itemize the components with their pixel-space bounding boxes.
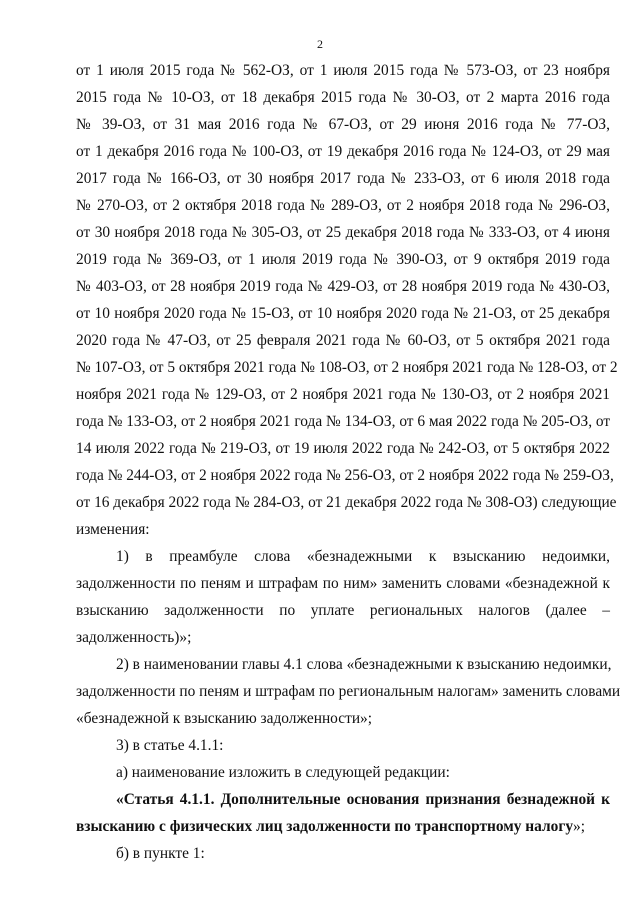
paragraph-line: от 10 ноября 2020 года № 15-ОЗ, от 10 ноября 2020 года № 21-ОЗ, от 25 декабря [76,305,610,322]
paragraph-line: от 30 ноября 2018 года № 305-ОЗ, от 25 декабря 2018 года № 333-ОЗ, от 4 июня [76,224,610,241]
list-item-1-line: задолженности по пеням и штрафам по ним» заменить словами «безнадежной к [76,575,610,592]
list-item-1-line: взысканию задолженности по уплате региональных налогов (далее – [76,602,610,619]
sub-item-a: а) наименование изложить в следующей редакции: [116,764,450,781]
article-title-closing: »; [573,818,585,835]
list-item-1-line: задолженность)»; [76,629,192,646]
list-item-2-line: 2) в наименовании главы 4.1 слова «безнадежными к взысканию недоимки, [116,656,612,673]
article-title-line-2 [76,813,610,840]
article-title-text: взысканию с физических лиц задолженности по транспортному налогу [76,818,574,835]
paragraph-line: 2015 года № 10-ОЗ, от 18 декабря 2015 года № 30-ОЗ, от 2 марта 2016 года [76,89,610,106]
paragraph-line: изменения: [76,521,150,538]
list-item-2-line: «безнадежной к взысканию задолженности»; [76,710,373,727]
article-title-line: «Статья 4.1.1. Дополнительные основания признания безнадежной к [116,791,610,808]
paragraph-line: от 1 декабря 2016 года № 100-ОЗ, от 19 декабря 2016 года № 124-ОЗ, от 29 мая [76,143,610,160]
paragraph-line: ноября 2021 года № 129-ОЗ, от 2 ноября 2021 года № 130-ОЗ, от 2 ноября 2021 [76,386,610,403]
paragraph-line: года № 244-ОЗ, от 2 ноября 2022 года № 256-ОЗ, от 2 ноября 2022 года № 259-ОЗ, [76,467,614,484]
list-item-2-line: задолженности по пеням и штрафам по региональным налогам» заменить словами [76,683,621,700]
paragraph-line: 14 июля 2022 года № 219-ОЗ, от 19 июля 2022 года № 242-ОЗ, от 5 октября 2022 [76,440,610,457]
paragraph-line: № 39-ОЗ, от 31 мая 2016 года № 67-ОЗ, от 29 июня 2016 года № 77-ОЗ, [76,116,610,133]
list-item-3: 3) в статье 4.1.1: [116,737,224,754]
paragraph-line: 2020 года № 47-ОЗ, от 25 февраля 2021 года № 60-ОЗ, от 5 октября 2021 года [76,332,610,349]
page-number: 2 [317,37,323,51]
paragraph-line: от 1 июля 2015 года № 562-ОЗ, от 1 июля 2015 года № 573-ОЗ, от 23 ноября [76,62,610,79]
sub-item-b: б) в пункте 1: [116,845,205,862]
paragraph-line: № 107-ОЗ, от 5 октября 2021 года № 108-ОЗ, от 2 ноября 2021 года № 128-ОЗ, от 2 [76,359,618,376]
paragraph-line: 2019 года № 369-ОЗ, от 1 июля 2019 года № 390-ОЗ, от 9 октября 2019 года [76,251,610,268]
paragraph-line: № 270-ОЗ, от 2 октября 2018 года № 289-ОЗ, от 2 ноября 2018 года № 296-ОЗ, [76,197,610,214]
paragraph-line: от 16 декабря 2022 года № 284-ОЗ, от 21 декабря 2022 года № 308-ОЗ) следующие [76,494,617,511]
paragraph-line: 2017 года № 166-ОЗ, от 30 ноября 2017 года № 233-ОЗ, от 6 июля 2018 года [76,170,610,187]
list-item-1-line: 1) в преамбуле слова «безнадежными к взысканию недоимки, [116,548,610,565]
paragraph-line: № 403-ОЗ, от 28 ноября 2019 года № 429-ОЗ, от 28 ноября 2019 года № 430-ОЗ, [76,278,610,295]
paragraph-line: года № 133-ОЗ, от 2 ноября 2021 года № 134-ОЗ, от 6 мая 2022 года № 205-ОЗ, от [76,413,611,430]
